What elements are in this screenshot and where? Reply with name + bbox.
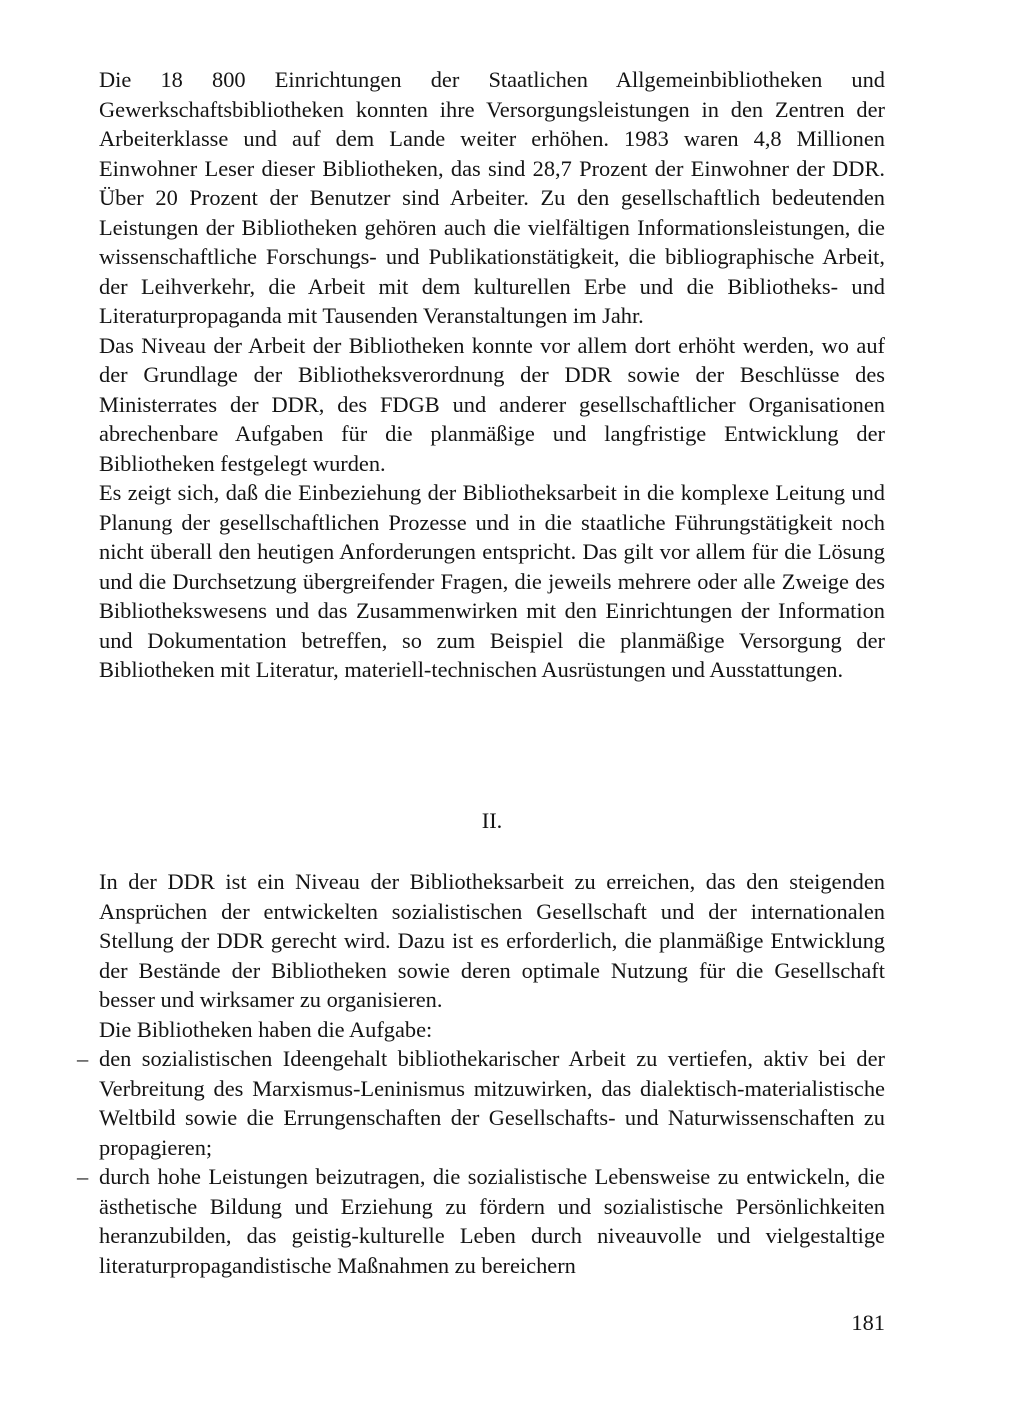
paragraph: In der DDR ist ein Niveau der Bibliotheksarbeit zu erreichen, das den steigenden Ansprüchen der entwickelten sozialistischen Gesellschaft und der internationalen Stellung der DDR gerecht wird. Dazu ist es erforderlich, die planmäßige Entwicklung der Bestände der Bibliotheken sowie deren optimale Nutzung für die Gesellschaft besser und wirksamer zu organisieren. (99, 869, 885, 1012)
page-number: 181 (851, 1310, 885, 1335)
list-item-text: durch hohe Leistungen beizutragen, die sozialistische Lebensweise zu entwickeln, die ästhetische Bildung und Erziehung zu fördern und sozialistische Persönlichkeiten heranzubilden, das geistig-kulturelle Leben durch niveauvolle und vielgestaltige literaturpropagandistische Maßnahmen zu bereichern (99, 1164, 885, 1278)
list-item (77, 1162, 885, 1280)
list-item (77, 1044, 885, 1162)
paragraph: Die Bibliotheken haben die Aufgabe: (99, 1016, 433, 1042)
list-item-text: den sozialistischen Ideengehalt bibliothekarischer Arbeit zu vertiefen, aktiv bei der Verbreitung des Marxismus-Leninismus mitzuwirken, das dialektisch-materialistische Weltbild sowie die Errungenschaften der Gesellschafts- und Naturwissenschaften zu propagieren; (99, 1046, 885, 1160)
paragraph: Die 18 800 Einrichtungen der Staatlichen Allgemeinbibliotheken und Gewerkschaftsbibliotheken konnten ihre Versorgungsleistungen in den Zentren der Arbeiterklasse und auf dem Lande weiter erhöhen. 1983 waren 4,8 Millionen Einwohner Leser dieser Bibliotheken, das sind 28,7 Prozent der Einwohner der DDR. Über 20 Prozent der Benutzer sind Arbeiter. Zu den gesellschaftlich bedeutenden Leistungen der Bibliotheken gehören auch die vielfältigen Informationsleistungen, die wissenschaftliche Forschungs- und Publikationstätigkeit, die bibliographische Arbeit, der Leihverkehr, die Arbeit mit dem kulturellen Erbe und die Bibliotheks- und Literaturpropaganda mit Tausenden Veranstaltungen im Jahr. (99, 67, 885, 328)
dash-marker: – (77, 1046, 89, 1071)
task-list (77, 1044, 885, 1280)
paragraph: Es zeigt sich, daß die Einbeziehung der Bibliotheksarbeit in die komplexe Leitung und Planung der gesellschaftlichen Prozesse und in die staatliche Führungstätigkeit noch nicht überall den heutigen Anforderungen entspricht. Das gilt vor allem für die Lösung und die Durchsetzung übergreifender Fragen, die jeweils mehrere oder alle Zweige des Bibliothekswesens und das Zusammenwirken mit den Einrichtungen der Information und Dokumentation betreffen, so zum Beispiel die planmäßige Versorgung der Bibliotheken mit Literatur, materiell-technischen Ausrüstungen und Ausstattungen. (99, 480, 885, 682)
section-heading: II. (481, 808, 503, 833)
dash-marker: – (77, 1164, 89, 1189)
section-1-body (99, 65, 885, 685)
paragraph: Das Niveau der Arbeit der Bibliotheken konnte vor allem dort erhöht werden, wo auf der Grundlage der Bibliotheksverordnung der DDR sowie der Beschlüsse des Ministerrates der DDR, des FDGB und anderer gesellschaftlicher Organisationen abrechenbare Aufgaben für die planmäßige und langfristige Entwicklung der Bibliotheken festgelegt wurden. (99, 332, 885, 476)
section-2-body (77, 867, 885, 1280)
